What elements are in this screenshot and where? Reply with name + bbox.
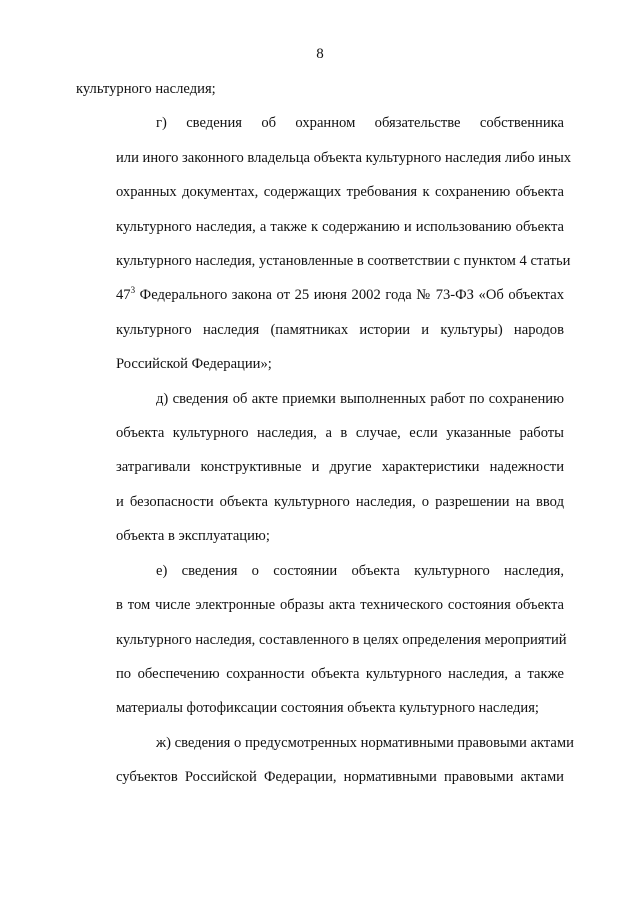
paragraph bbox=[76, 554, 567, 726]
text-line: или иного законного владельца объекта культурного наследия либо иных bbox=[116, 149, 572, 166]
text-line: материалы фотофиксации состояния объекта культурного наследия; bbox=[116, 700, 539, 717]
page-number: 8 bbox=[316, 46, 324, 62]
text-line: д) сведения об акте приемки выполненных работ по сохранению bbox=[156, 390, 564, 407]
text-line: объекта культурного наследия, а в случае, если указанные работы bbox=[116, 425, 564, 442]
text-line: культурного наследия, установленные в соответствии с пунктом 4 статьи bbox=[116, 253, 571, 270]
line-remainder: Федерального закона от 25 июня 2002 года № 73-ФЗ «Об объектах bbox=[135, 287, 564, 304]
text-line: ж) сведения о предусмотренных нормативными правовыми актами bbox=[156, 734, 574, 751]
article-superscript: 3 bbox=[130, 285, 136, 296]
text-line: затрагивали конструктивные и другие характеристики надежности bbox=[116, 459, 564, 476]
paragraph bbox=[76, 726, 574, 795]
text-line: культурного наследия, составленного в целях определения мероприятий bbox=[116, 631, 567, 648]
text-line: е) сведения о состоянии объекта культурного наследия, bbox=[156, 562, 564, 579]
text-line: субъектов Российской Федерации, нормативными правовыми актами bbox=[116, 769, 564, 786]
paragraph bbox=[76, 72, 564, 106]
text-line: культурного наследия; bbox=[76, 81, 216, 97]
article-number: 47 bbox=[116, 287, 131, 304]
text-line: Российской Федерации»; bbox=[116, 356, 272, 373]
text-line: в том числе электронные образы акта технического состояния объекта bbox=[116, 597, 564, 614]
text-line: по обеспечению сохранности объекта культурного наследия, а также bbox=[116, 665, 564, 682]
text-line: г) сведения об охранном обязательстве собственника bbox=[156, 115, 564, 132]
paragraph bbox=[76, 106, 572, 381]
text-line: охранных документах, содержащих требования к сохранению объекта bbox=[116, 184, 564, 201]
paragraph bbox=[76, 382, 564, 554]
text-line bbox=[76, 278, 564, 312]
text-line: культурного наследия (памятниках истории и культуры) народов bbox=[116, 321, 564, 338]
text-line: культурного наследия, а также к содержанию и использованию объекта bbox=[116, 218, 564, 235]
document-body bbox=[76, 72, 574, 795]
text-line: объекта в эксплуатацию; bbox=[116, 528, 270, 545]
text-line: и безопасности объекта культурного наследия, о разрешении на ввод bbox=[116, 493, 564, 510]
